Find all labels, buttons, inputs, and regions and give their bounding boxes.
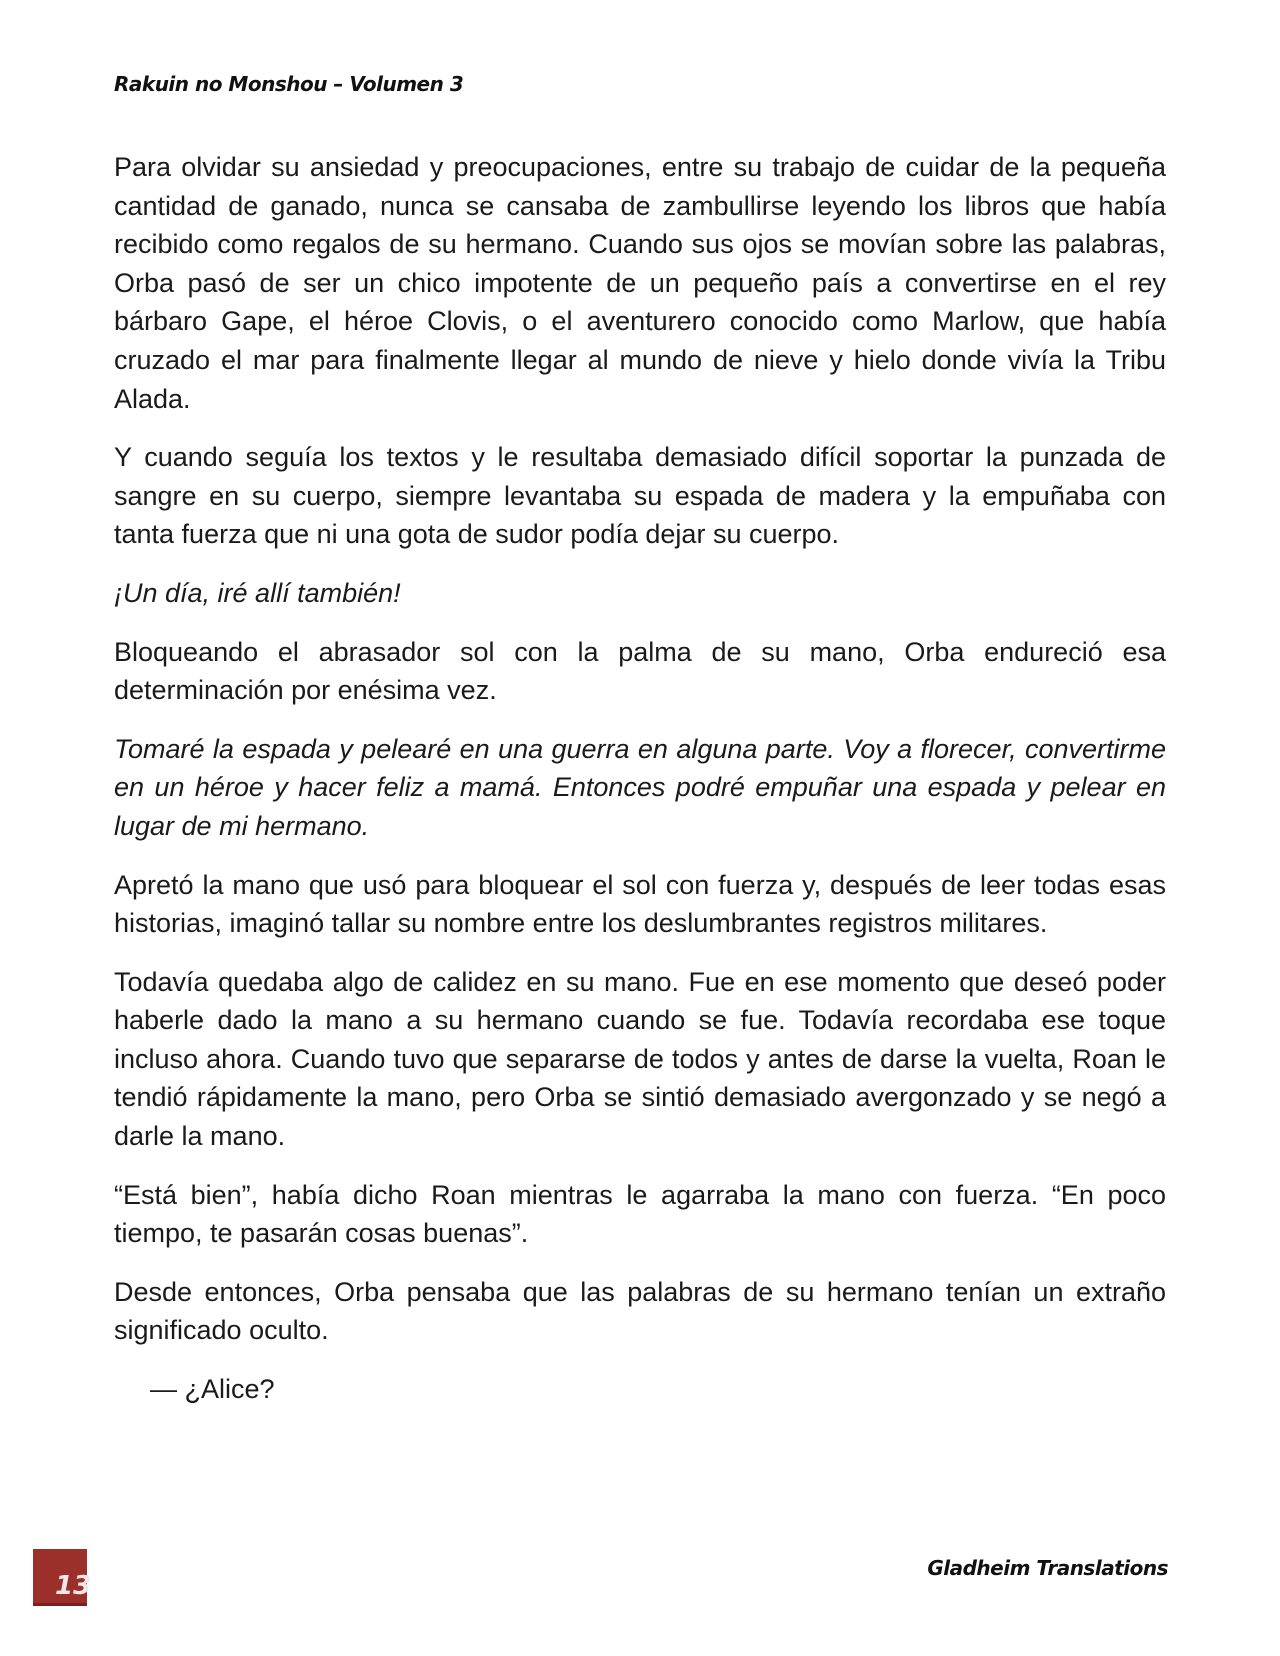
- paragraph: Desde entonces, Orba pensaba que las palabras de su hermano tenían un extraño significado oculto.: [114, 1276, 1166, 1346]
- paragraph: Para olvidar su ansiedad y preocupaciones, entre su trabajo de cuidar de la pequeña cantidad de ganado, nunca se cansaba de zambullirse leyendo los libros que había recibido como regalos de su hermano. Cuando sus ojos se movían sobre las palabras, Orba pasó de ser un chico impotente de un pequeño país a convertirse en el rey bárbaro Gape, el héroe Clovis, o el aventurero conocido como Marlow, que había cruzado el mar para finalmente llegar al mundo de nieve y hielo donde vivía la Tribu Alada.: [114, 152, 1166, 414]
- italic-thought: ¡Un día, iré allí también!: [114, 577, 401, 608]
- page-number-box: [33, 1549, 92, 1605]
- page-number: 13: [55, 1571, 92, 1601]
- body-text: [114, 148, 1166, 1429]
- paragraph: Bloqueando el abrasador sol con la palma de su mano, Orba endureció esa determinación por enésima vez.: [114, 636, 1166, 706]
- paragraph: Todavía quedaba algo de calidez en su mano. Fue en ese momento que deseó poder haberle dado la mano a su hermano cuando se fue. Todavía recordaba ese toque incluso ahora. Cuando tuvo que separarse de todos y antes de darse la vuelta, Roan le tendió rápidamente la mano, pero Orba se sintió demasiado avergonzado y se negó a darle la mano.: [114, 966, 1166, 1152]
- paragraph: Apretó la mano que usó para bloquear el sol con fuerza y, después de leer todas esas historias, imaginó tallar su nombre entre los deslumbrantes registros militares.: [114, 869, 1166, 939]
- running-footer: Gladheim Translations: [927, 1556, 1168, 1580]
- italic-thought: Tomaré la espada y pelearé en una guerra en alguna parte. Voy a florecer, convertirme en un héroe y hacer feliz a mamá. Entonces podré empuñar una espada y pelear en lugar de mi hermano.: [114, 733, 1166, 841]
- paragraph: Y cuando seguía los textos y le resultaba demasiado difícil soportar la punzada de sangre en su cuerpo, siempre levantaba su espada de madera y la empuñaba con tanta fuerza que ni una gota de sudor podía dejar su cuerpo.: [114, 442, 1166, 550]
- page-number-underline: [33, 1603, 87, 1606]
- paragraph: “Está bien”, había dicho Roan mientras le agarraba la mano con fuerza. “En poco tiempo, te pasarán cosas buenas”.: [114, 1179, 1166, 1249]
- dialog-line: — ¿Alice?: [150, 1374, 275, 1405]
- running-header: Rakuin no Monshou – Volumen 3: [114, 72, 464, 96]
